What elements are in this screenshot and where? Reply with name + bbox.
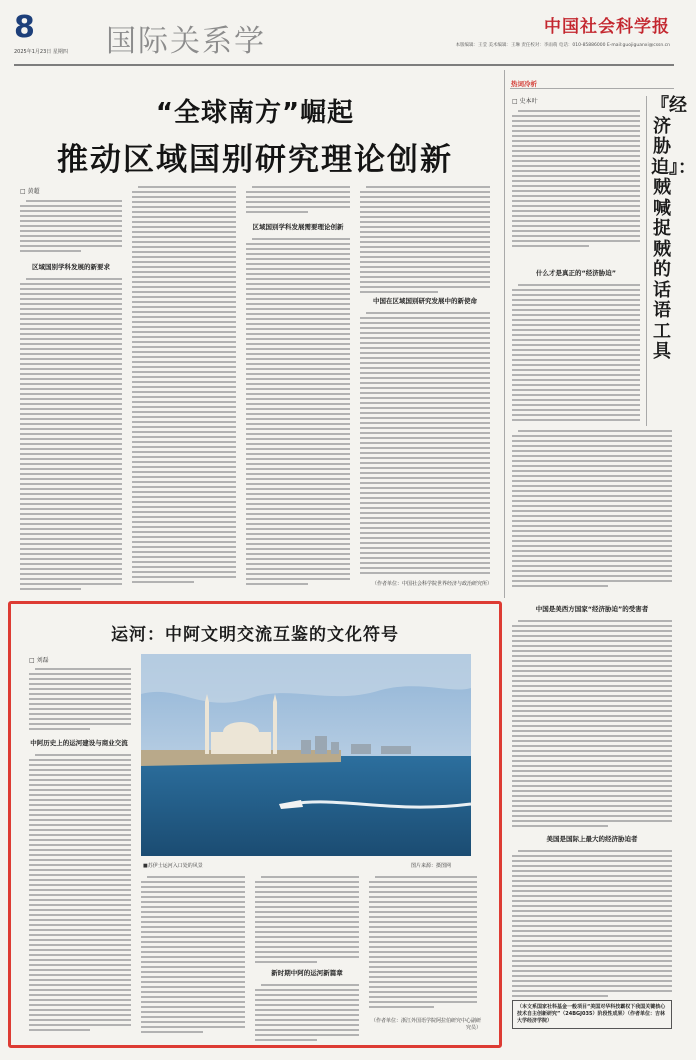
vertical-title: 『经济胁迫』：贼喊捉贼的话语工具 <box>651 95 696 362</box>
feature-title: 运河：中阿文明交流互鉴的文化符号 <box>111 625 399 645</box>
editorial-credits: 本版编辑：王莹 美术编辑：王琳 责任校对：李雨萌 电话：010-85886000 E-mail:guojiguanxi@cssn.cn <box>455 43 670 48</box>
right-text-c <box>512 430 672 590</box>
lead-col4-text-b <box>360 312 490 577</box>
issue-date: 2025年1月23日 星期四 <box>14 49 68 55</box>
right-text-e <box>512 850 672 1000</box>
lead-title-line2: 推动区域国别研究理论创新 <box>57 142 453 178</box>
feature-col3-text-a <box>255 876 359 966</box>
page-number: 8 <box>14 10 35 45</box>
masthead-rule <box>14 64 674 66</box>
lead-subhead-1: 区域国别学科发展的新要求 <box>32 263 110 271</box>
right-subhead-2: 中国是美西方国家“经济胁迫”的受害者 <box>535 605 649 613</box>
feature-subhead-2: 新时期中阿的运河新篇章 <box>271 969 343 977</box>
right-subhead-3: 美国是国际上最大的经济胁迫者 <box>546 835 638 843</box>
right-text-a <box>512 110 640 250</box>
feature-box <box>8 601 502 1048</box>
vertical-title-rule <box>646 96 647 426</box>
right-text-d <box>512 620 672 830</box>
paper-logo: 中国社会科学报 <box>544 17 670 37</box>
lead-author-note: （作者单位：中国社会科学院世界经济与政治研究所） <box>372 581 493 587</box>
lead-col1-text-b <box>20 278 122 593</box>
lead-byline: □ 黄超 <box>20 188 40 195</box>
lead-col1-text-a <box>20 200 122 255</box>
feature-col1-text-b <box>29 754 131 1034</box>
photo-credit: 图片来源：摄图网 <box>411 863 452 869</box>
lead-subhead-3: 中国在区域国别研究发展中的新使命 <box>373 297 477 305</box>
lead-title-line1: “全球南方”崛起 <box>155 98 355 128</box>
lead-col3-text-a <box>246 186 350 216</box>
photo-caption: ■苏伊士运河入口处的风景 <box>143 863 203 869</box>
lead-col4-text-a <box>360 186 490 296</box>
feature-col3-text-b <box>255 984 359 1044</box>
right-text-b <box>512 284 640 424</box>
feature-author-note: （作者单位：浙江外国语学院阿拉伯研究中心副研究员） <box>370 1018 481 1031</box>
right-byline: □ 史本叶 <box>512 98 538 105</box>
feature-col1-text-a <box>29 668 131 733</box>
lead-col2-text <box>132 186 236 586</box>
lead-subhead-2: 区域国别学科发展需要理论创新 <box>252 223 344 231</box>
column-label: 热词冷析 <box>511 80 537 88</box>
feature-byline: □ 刘磊 <box>29 657 49 664</box>
right-subhead-1: 什么才是真正的“经济胁迫” <box>535 269 617 277</box>
section-title: 国际关系学 <box>106 24 266 59</box>
suez-canal-photo <box>141 654 471 856</box>
feature-col2-text <box>141 876 245 1036</box>
masthead <box>14 10 674 62</box>
column-divider <box>504 70 505 598</box>
feature-col4-text <box>369 876 477 1011</box>
feature-subhead-1: 中阿历史上的运河建设与商业交流 <box>30 739 128 747</box>
funding-note-box: （本文系国家社科基金一般项目“美国对华科技霸权下我国关键核心技术自主创新研究”（24BGJ035）阶段性成果）（作者单位：吉林大学经济学院） <box>512 1000 672 1029</box>
lead-col3-text-b <box>246 238 350 588</box>
column-label-rule <box>510 88 674 89</box>
